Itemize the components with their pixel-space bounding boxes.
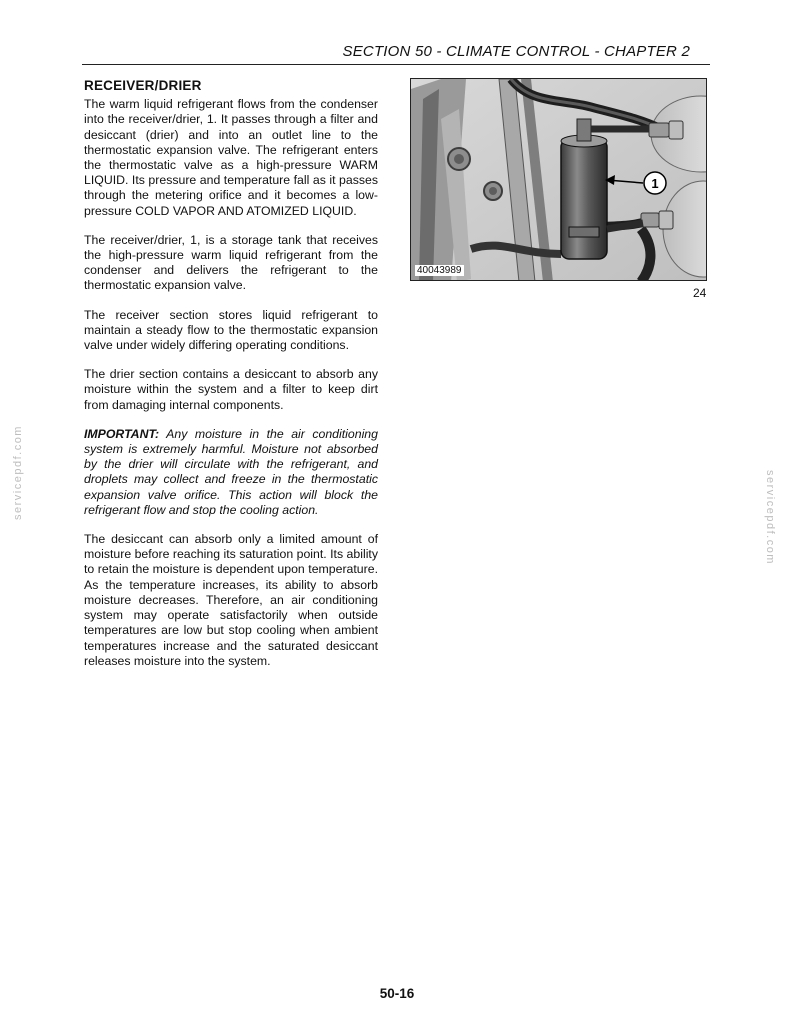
figure-code: 40043989 [417, 265, 462, 276]
paragraph-4: The drier section contains a desiccant to absorb any moisture within the system and a filter to keep dirt from damaging internal components. [84, 367, 378, 412]
important-note [84, 427, 378, 518]
page-number: 50-16 [379, 986, 415, 1001]
section-header: SECTION 50 - CLIMATE CONTROL - CHAPTER 2 [342, 43, 690, 60]
watermark-left: servicepdf.com [12, 425, 24, 520]
paragraph-3: The receiver section stores liquid refrigerant to maintain a steady flow to the thermostatic expansion valve under widely differing operating conditions. [84, 307, 378, 353]
important-label: IMPORTANT: [84, 426, 160, 441]
text-column [84, 78, 378, 683]
receiver-drier-illustration [411, 79, 707, 281]
figure-number: 24 [693, 286, 707, 300]
watermark-right: servicepdf.com [764, 470, 776, 565]
callout-label: 1 [651, 176, 659, 191]
header-rule [82, 64, 710, 65]
section-heading: RECEIVER/DRIER [84, 78, 202, 93]
paragraph-5: The desiccant can absorb only a limited amount of moisture before reaching its saturation point. Its ability to retain the moisture is dependent upon temperature. As the temperature increases, its ability to absorb moisture decreases. Therefore, an air conditioning system may operate satisfactorily when outside temperatures are low but stop cooling when ambient temperatures increase and the saturated desiccant releases moisture into the system. [84, 532, 378, 668]
important-text: Any moisture in the air conditioning system is extremely harmful. Moisture not absorbed by the drier will circulate with the refrigerant, and droplets may collect and freeze in the thermostatic expansion valve orifice. This action will block the refrigerant flow and stop the cooling action. [84, 426, 378, 517]
paragraph-2: The receiver/drier, 1, is a storage tank that receives the high-pressure warm liquid refrigerant from the condenser and delivers the refrigerant to the thermostatic expansion valve. [84, 232, 378, 293]
paragraph-1: The warm liquid refrigerant flows from the condenser into the receiver/drier, 1. It passes through a filter and desiccant (drier) and into an outlet line to the thermostatic expansion valve. The refrigerant enters the thermostatic valve as a high-pressure WARM LIQUID. Its pressure and temperature fall as it passes through the metering orifice and it becomes a low-pressure COLD VAPOR AND ATOMIZED LIQUID. [84, 97, 378, 218]
receiver-drier-photo [410, 78, 707, 281]
